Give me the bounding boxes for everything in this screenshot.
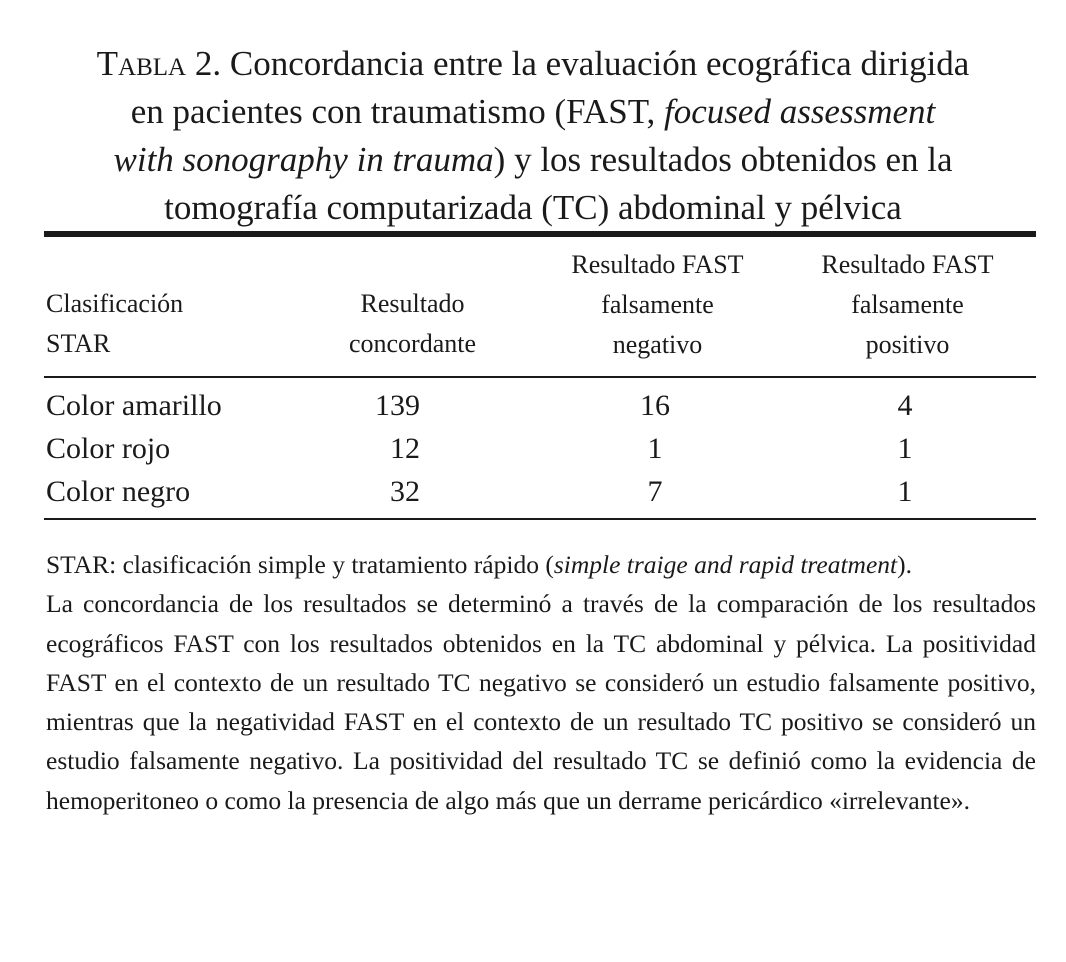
header-line: Resultado FAST — [821, 250, 994, 279]
header-line: falsamente — [851, 290, 964, 319]
bottom-rule — [44, 518, 1036, 520]
note-star-definition — [46, 545, 1036, 584]
header-line: STAR — [46, 329, 111, 358]
cell-concordant: 32 — [390, 475, 420, 508]
note-body: La concordancia de los resultados se determinó a través de la comparación de los resultados ecográficos FAST con los resultados obtenidos en la TC abdominal y pélvica. La positividad FAST en el contexto de un resultado TC negativo se consideró un estudio falsamente positivo, mientras que la negatividad FAST en el contexto de un resultado TC positivo se consideró un estudio falsamente negativo. La positividad del resultado TC se definió como la evidencia de hemoperitoneo o como la presencia de algo más que un derrame pericárdico «irrelevante». — [46, 589, 1036, 815]
table-title — [30, 40, 1036, 232]
cell-false-negative: 1 — [647, 432, 663, 465]
cell-concordant: 12 — [390, 432, 420, 465]
header-line: concordante — [348, 329, 477, 358]
title-line-4 — [30, 184, 1036, 232]
cell-false-negative: 16 — [640, 389, 670, 422]
header-line: falsamente — [601, 290, 714, 319]
header-line: positivo — [865, 330, 950, 359]
cell-false-positive: 4 — [897, 389, 913, 422]
header-star-classification — [46, 284, 183, 364]
cell-false-positive: 1 — [897, 475, 913, 508]
title-line-1 — [30, 40, 1036, 88]
table-label: Tabla 2. — [96, 44, 222, 83]
title-text-1: Concordancia entre la evaluación ecográfica dirigida — [221, 44, 970, 83]
header-false-negative — [545, 245, 770, 365]
row-label: Color rojo — [46, 432, 171, 465]
header-false-positive — [795, 245, 1020, 365]
title-text-2: en pacientes con traumatismo (FAST, — [130, 92, 665, 131]
note-text: STAR: clasificación simple y tratamiento rápido ( — [46, 550, 554, 579]
title-line-3 — [30, 136, 1036, 184]
header-line: Resultado FAST — [571, 250, 744, 279]
table-row-black — [0, 470, 1066, 513]
cell-concordant: 139 — [375, 389, 420, 422]
header-rule — [44, 376, 1036, 378]
top-rule — [44, 231, 1036, 237]
header-concordant — [320, 284, 505, 364]
row-label: Color negro — [46, 475, 191, 508]
title-italic-3: with sonography in trauma — [113, 140, 494, 179]
title-text-3: ) y los resultados obtenidos en la — [493, 140, 953, 179]
note-italic: simple traige and rapid treatment — [553, 550, 898, 579]
title-text-4: tomografía computarizada (TC) abdominal y pélvica — [164, 188, 902, 227]
row-label: Color amarillo — [46, 389, 222, 422]
table-notes — [46, 545, 1036, 820]
cell-false-positive: 1 — [897, 432, 913, 465]
header-line: Clasificación — [46, 289, 184, 318]
title-line-2 — [30, 88, 1036, 136]
title-italic-2: focused assessment — [664, 92, 936, 131]
header-line: negativo — [612, 330, 703, 359]
table-row-red — [0, 427, 1066, 470]
note-text: ). — [897, 550, 912, 579]
table-row-yellow — [0, 384, 1066, 427]
header-line: Resultado — [360, 289, 465, 318]
cell-false-negative: 7 — [647, 475, 663, 508]
